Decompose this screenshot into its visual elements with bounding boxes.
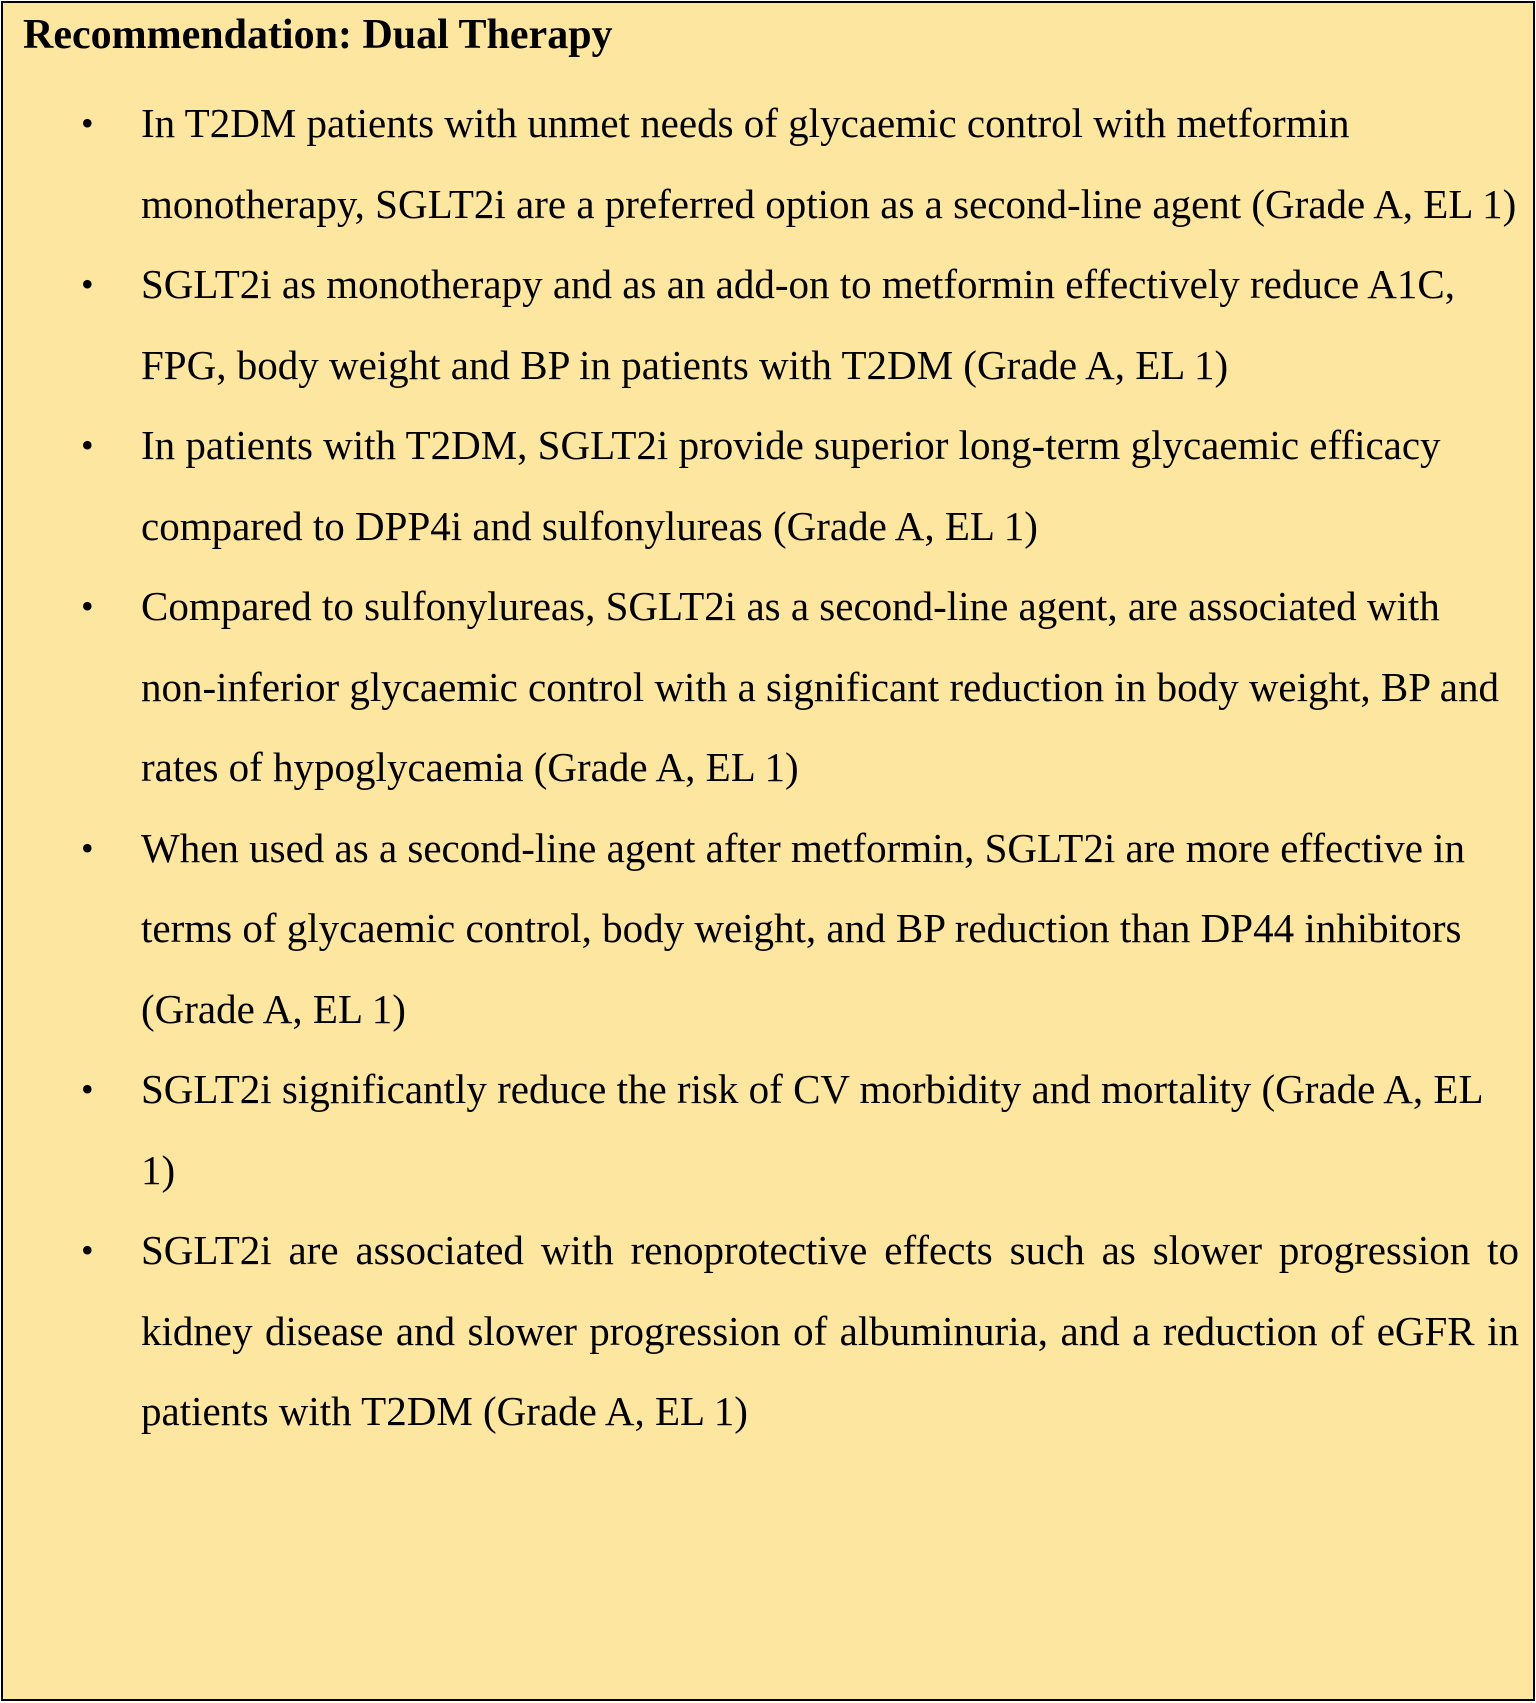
list-item-text: When used as a second-line agent after metformin, SGLT2i are more effective in terms of glycaemic control, body weight, and BP reduction than DP44 inhibitors (Grade A, EL 1) bbox=[141, 824, 1466, 1032]
list-item-text: SGLT2i are associated with renoprotective effects such as slower progression to kidney disease and slower progression of albuminuria, and a reduction of eGFR in patients with T2DM (Grade A, EL 1) bbox=[141, 1227, 1519, 1434]
list-item bbox=[3, 808, 1533, 1050]
list-item-text: In patients with T2DM, SGLT2i provide superior long-term glycaemic efficacy compared to DPP4i and sulfonylureas (Grade A, EL 1) bbox=[141, 422, 1441, 549]
bullet-icon: • bbox=[81, 1230, 94, 1270]
bullet-icon: • bbox=[81, 586, 94, 626]
list-item bbox=[3, 566, 1533, 808]
recommendation-title: Recommendation: Dual Therapy bbox=[23, 12, 613, 58]
list-item-text: Compared to sulfonylureas, SGLT2i as a second-line agent, are associated with non-inferior glycaemic control with a significant reduction in body weight, BP and rates of hypoglycaemia (Grade A, EL 1) bbox=[141, 583, 1499, 790]
list-item bbox=[3, 405, 1533, 566]
list-item bbox=[3, 1049, 1533, 1210]
bullet-icon: • bbox=[81, 264, 94, 304]
bullet-icon: • bbox=[81, 1069, 94, 1109]
list-item-text: SGLT2i as monotherapy and as an add-on to metformin effectively reduce A1C, FPG, body weight and BP in patients with T2DM (Grade A, EL 1) bbox=[141, 261, 1455, 388]
list-item bbox=[3, 83, 1533, 244]
list-item bbox=[3, 1210, 1533, 1452]
bullet-icon: • bbox=[81, 103, 94, 143]
list-item-text: SGLT2i significantly reduce the risk of CV morbidity and mortality (Grade A, EL 1) bbox=[141, 1066, 1482, 1193]
list-item-text: In T2DM patients with unmet needs of glycaemic control with metformin monotherapy, SGLT2i are a preferred option as a second-line agent (Grade A, EL 1) bbox=[141, 100, 1517, 227]
recommendation-box bbox=[1, 1, 1535, 1701]
list-item bbox=[3, 244, 1533, 405]
bullet-icon: • bbox=[81, 827, 94, 868]
recommendation-list bbox=[3, 83, 1533, 1452]
bullet-icon: • bbox=[81, 425, 94, 465]
